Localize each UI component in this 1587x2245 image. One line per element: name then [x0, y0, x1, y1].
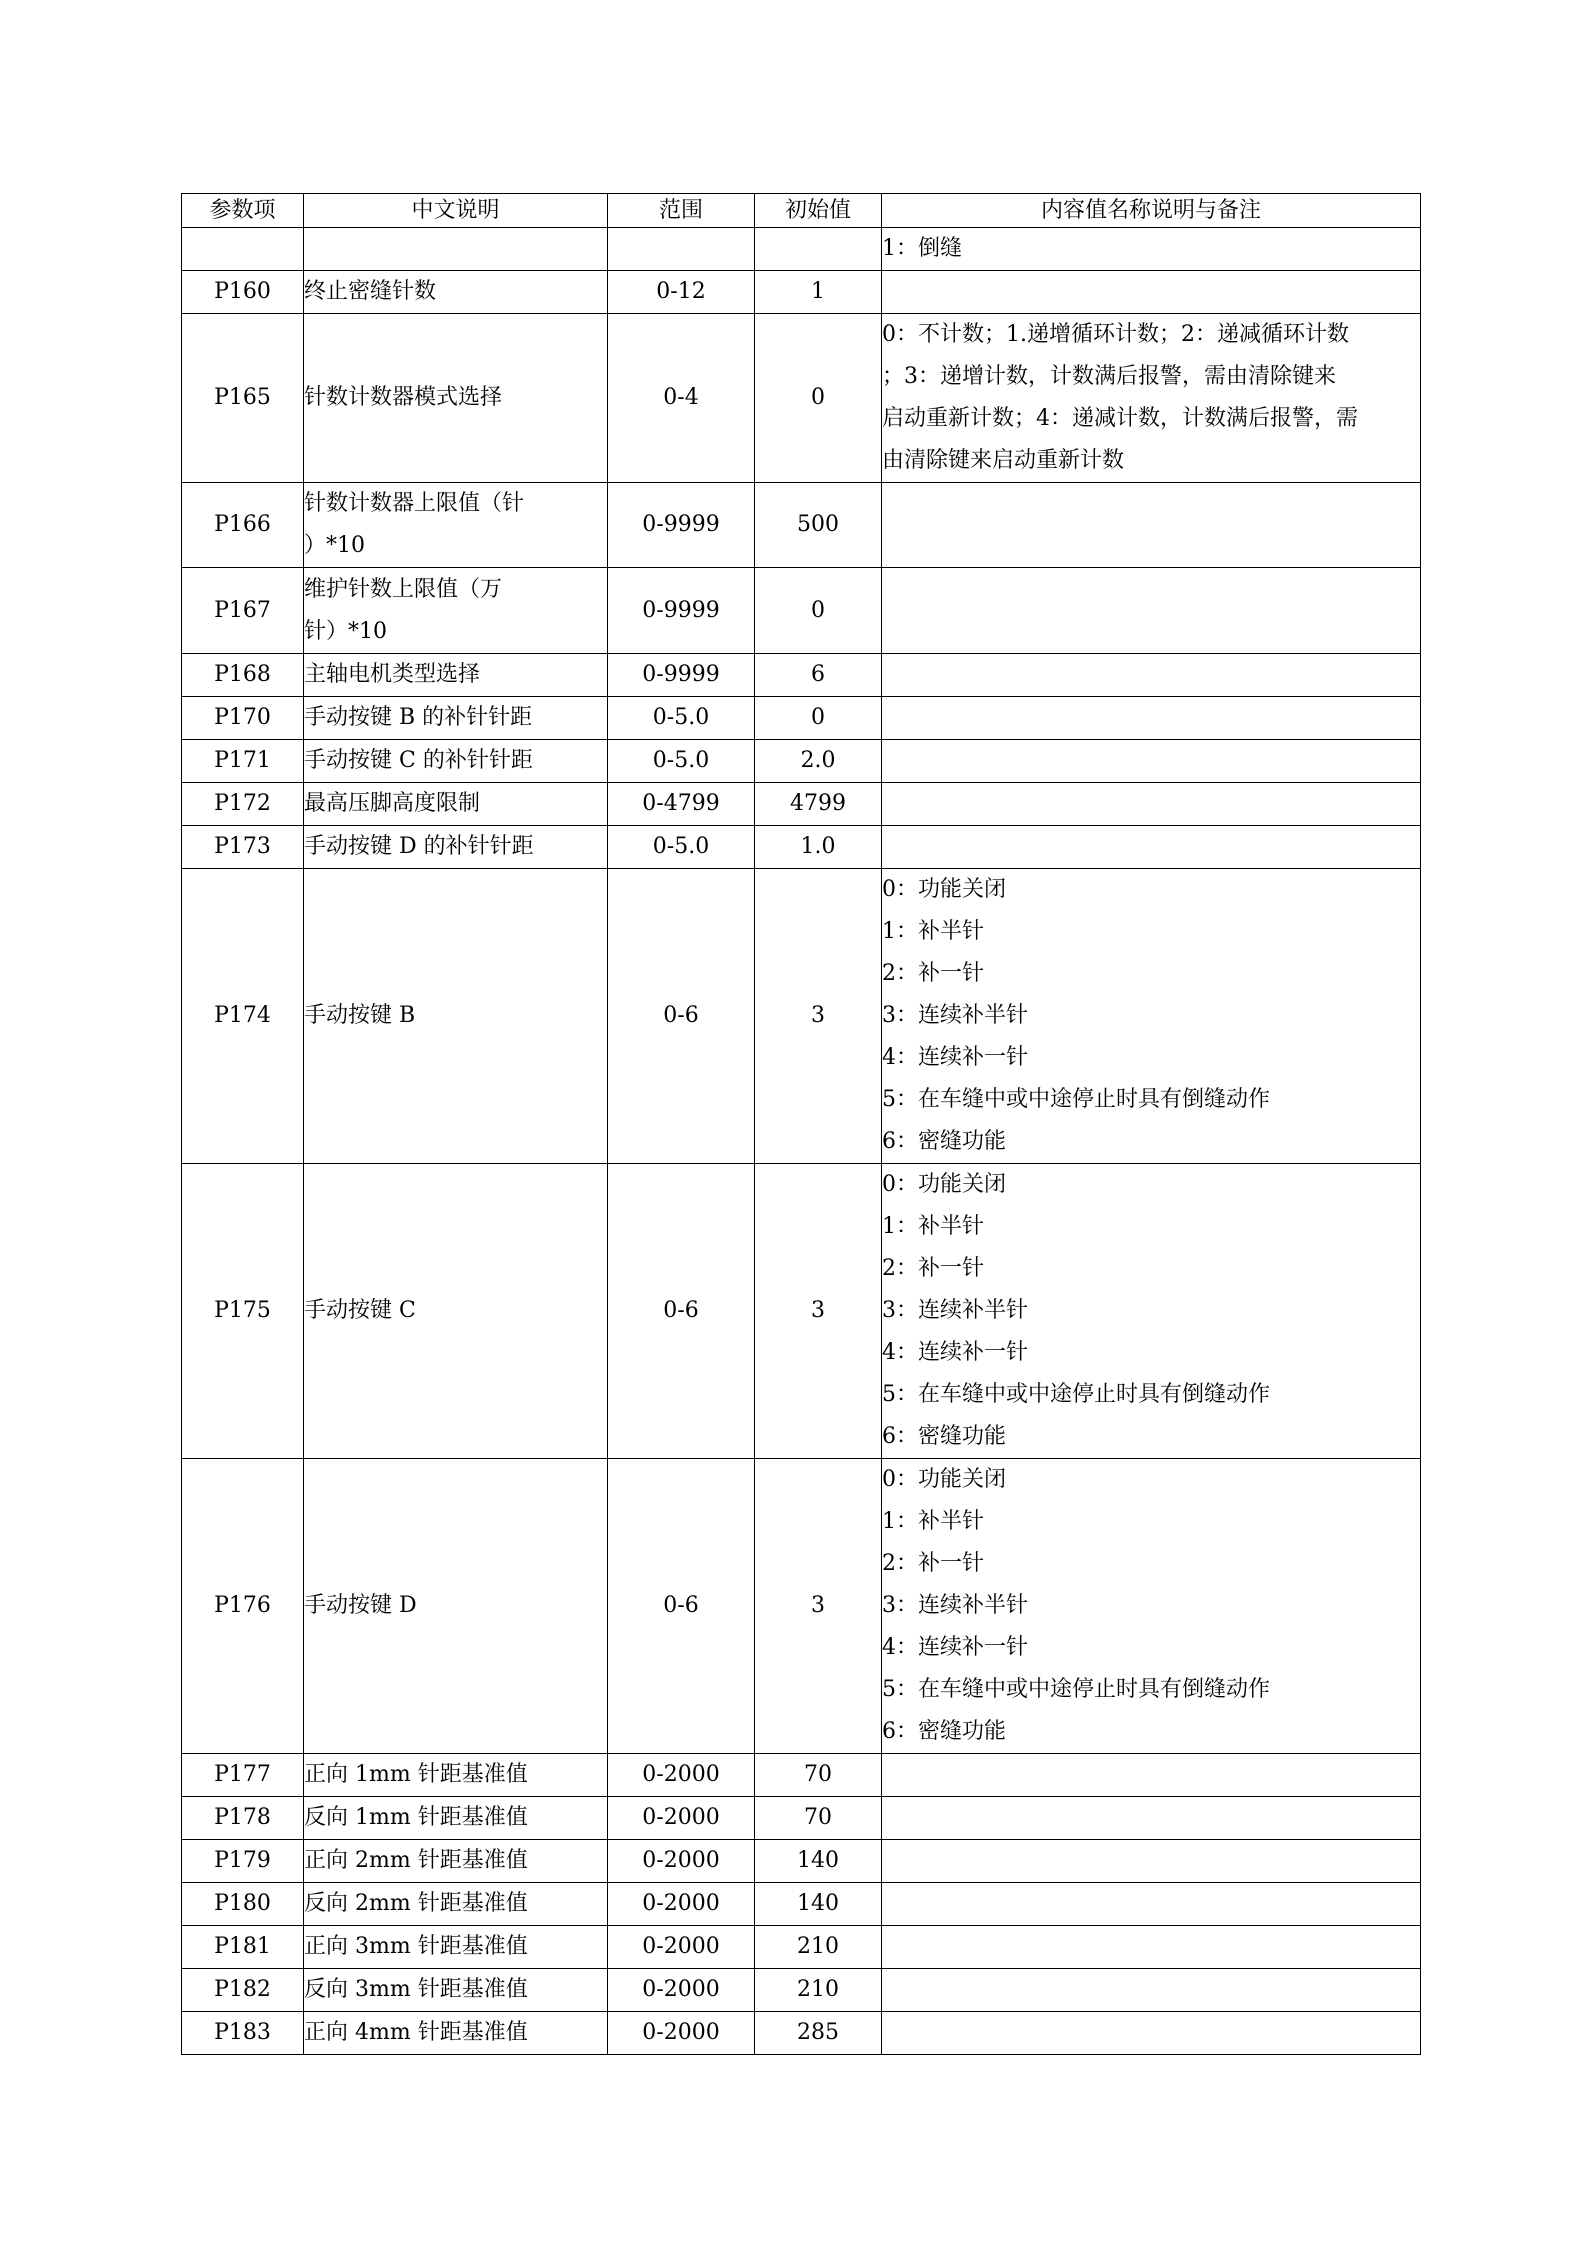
table-header-row	[182, 194, 1421, 228]
param-description-cell: 针数计数器模式选择	[304, 314, 608, 483]
table-row	[182, 2012, 1421, 2055]
param-initial-value-cell: 140	[755, 1840, 882, 1883]
note-line: 由清除键来启动重新计数	[882, 448, 1125, 473]
param-id-cell: P165	[182, 314, 304, 483]
note-line: 1：补半针	[882, 1509, 984, 1534]
table-row	[182, 1797, 1421, 1840]
param-notes-cell	[882, 271, 1421, 314]
param-id-cell: P172	[182, 783, 304, 826]
param-initial-value-cell: 3	[755, 869, 882, 1164]
table-row	[182, 783, 1421, 826]
param-id-cell: P178	[182, 1797, 304, 1840]
note-line: 5：在车缝中或中途停止时具有倒缝动作	[882, 1087, 1270, 1112]
param-initial-value-cell: 210	[755, 1969, 882, 2012]
param-description-cell: 手动按键 D	[304, 1459, 608, 1754]
param-range-cell	[608, 228, 755, 271]
note-line: 5：在车缝中或中途停止时具有倒缝动作	[882, 1677, 1270, 1702]
param-notes-cell	[882, 1754, 1421, 1797]
param-range-cell: 0-5.0	[608, 697, 755, 740]
param-id-cell: P180	[182, 1883, 304, 1926]
param-description-cell: 主轴电机类型选择	[304, 654, 608, 697]
param-notes-cell	[882, 228, 1421, 271]
param-id-cell: P182	[182, 1969, 304, 2012]
description-line: 针）*10	[304, 618, 387, 644]
param-description-cell: 反向 2mm 针距基准值	[304, 1883, 608, 1926]
param-range-cell: 0-6	[608, 1459, 755, 1754]
param-notes-cell	[882, 1797, 1421, 1840]
param-description-cell: 手动按键 C 的补针针距	[304, 740, 608, 783]
param-description-cell	[304, 483, 608, 568]
param-initial-value-cell: 0	[755, 697, 882, 740]
param-initial-value-cell: 70	[755, 1754, 882, 1797]
param-range-cell: 0-9999	[608, 568, 755, 654]
param-initial-value-cell: 140	[755, 1883, 882, 1926]
param-range-cell: 0-4799	[608, 783, 755, 826]
description-line: 针数计数器上限值（针	[304, 491, 525, 516]
param-range-cell: 0-5.0	[608, 826, 755, 869]
param-initial-value-cell: 210	[755, 1926, 882, 1969]
table-row	[182, 228, 1421, 271]
param-description-cell: 手动按键 C	[304, 1164, 608, 1459]
note-line: 6：密缝功能	[882, 1424, 1006, 1449]
param-description-cell: 手动按键 D 的补针针距	[304, 826, 608, 869]
param-id-cell: P168	[182, 654, 304, 697]
param-notes-cell	[882, 483, 1421, 568]
table-row	[182, 869, 1421, 1164]
param-initial-value-cell: 500	[755, 483, 882, 568]
param-range-cell: 0-2000	[608, 1969, 755, 2012]
param-notes-cell	[882, 826, 1421, 869]
param-range-cell: 0-2000	[608, 1797, 755, 1840]
param-description-cell	[304, 568, 608, 654]
note-line: 0：不计数；1.递增循环计数；2：递减循环计数	[882, 322, 1349, 347]
table-row	[182, 314, 1421, 483]
param-id-cell: P181	[182, 1926, 304, 1969]
param-notes-cell	[882, 1969, 1421, 2012]
note-line: 6：密缝功能	[882, 1129, 1006, 1154]
param-description-cell: 反向 1mm 针距基准值	[304, 1797, 608, 1840]
param-id-cell: P183	[182, 2012, 304, 2055]
param-range-cell: 0-2000	[608, 1754, 755, 1797]
param-id-cell: P170	[182, 697, 304, 740]
table-row	[182, 1840, 1421, 1883]
param-initial-value-cell: 1	[755, 271, 882, 314]
note-line: 2：补一针	[882, 1551, 984, 1576]
param-description-cell: 手动按键 B 的补针针距	[304, 697, 608, 740]
table-row	[182, 1459, 1421, 1754]
param-id-cell: P173	[182, 826, 304, 869]
param-description-cell: 最高压脚高度限制	[304, 783, 608, 826]
param-description-cell: 正向 3mm 针距基准值	[304, 1926, 608, 1969]
table-row	[182, 1754, 1421, 1797]
note-line: 6：密缝功能	[882, 1719, 1006, 1744]
note-line: 启动重新计数；4：递减计数，计数满后报警，需	[882, 406, 1358, 431]
note-line: 1：倒缝	[882, 236, 962, 261]
param-description-cell: 正向 1mm 针距基准值	[304, 1754, 608, 1797]
parameter-table	[181, 193, 1421, 2055]
param-initial-value-cell: 285	[755, 2012, 882, 2055]
param-id-cell: P166	[182, 483, 304, 568]
param-initial-value-cell: 3	[755, 1459, 882, 1754]
param-range-cell: 0-9999	[608, 483, 755, 568]
param-range-cell: 0-12	[608, 271, 755, 314]
param-id-cell: P179	[182, 1840, 304, 1883]
table-row	[182, 740, 1421, 783]
param-id-cell	[182, 228, 304, 271]
param-notes-cell	[882, 1840, 1421, 1883]
param-range-cell: 0-6	[608, 869, 755, 1164]
param-range-cell: 0-2000	[608, 1840, 755, 1883]
param-initial-value-cell: 6	[755, 654, 882, 697]
table-row	[182, 568, 1421, 654]
param-notes-cell	[882, 568, 1421, 654]
param-notes-cell	[882, 1459, 1421, 1754]
table-row	[182, 697, 1421, 740]
note-line: 3：连续补半针	[882, 1003, 1028, 1028]
table-row	[182, 1164, 1421, 1459]
param-id-cell: P171	[182, 740, 304, 783]
param-initial-value-cell	[755, 228, 882, 271]
note-line: 4：连续补一针	[882, 1340, 1028, 1365]
table-row	[182, 271, 1421, 314]
note-line: 4：连续补一针	[882, 1045, 1028, 1070]
param-range-cell: 0-2000	[608, 1926, 755, 1969]
param-initial-value-cell: 2.0	[755, 740, 882, 783]
param-description-cell: 手动按键 B	[304, 869, 608, 1164]
param-initial-value-cell: 0	[755, 568, 882, 654]
param-range-cell: 0-4	[608, 314, 755, 483]
header-notes: 内容值名称说明与备注	[882, 194, 1421, 228]
note-line: 3：连续补半针	[882, 1298, 1028, 1323]
param-initial-value-cell: 3	[755, 1164, 882, 1459]
param-notes-cell	[882, 314, 1421, 483]
description-line: ）*10	[304, 533, 365, 558]
note-line: 1：补半针	[882, 919, 984, 944]
param-notes-cell	[882, 869, 1421, 1164]
header-description: 中文说明	[304, 194, 608, 228]
param-id-cell: P177	[182, 1754, 304, 1797]
param-id-cell: P176	[182, 1459, 304, 1754]
param-notes-cell	[882, 783, 1421, 826]
note-line: ；3：递增计数，计数满后报警，需由清除键来	[882, 364, 1336, 389]
param-range-cell: 0-9999	[608, 654, 755, 697]
header-initial-value: 初始值	[755, 194, 882, 228]
table-body	[182, 228, 1421, 2055]
table-row	[182, 826, 1421, 869]
param-description-cell	[304, 228, 608, 271]
param-range-cell: 0-5.0	[608, 740, 755, 783]
param-id-cell: P175	[182, 1164, 304, 1459]
note-line: 3：连续补半针	[882, 1593, 1028, 1618]
note-line: 2：补一针	[882, 1256, 984, 1281]
param-id-cell: P167	[182, 568, 304, 654]
param-id-cell: P160	[182, 271, 304, 314]
note-line: 0：功能关闭	[882, 877, 1006, 902]
note-line: 2：补一针	[882, 961, 984, 986]
note-line: 1：补半针	[882, 1214, 984, 1239]
table-row	[182, 1883, 1421, 1926]
note-line: 4：连续补一针	[882, 1635, 1028, 1660]
description-line: 维护针数上限值（万	[304, 576, 503, 602]
param-initial-value-cell: 0	[755, 314, 882, 483]
note-line: 0：功能关闭	[882, 1172, 1006, 1197]
param-initial-value-cell: 1.0	[755, 826, 882, 869]
param-notes-cell	[882, 740, 1421, 783]
param-notes-cell	[882, 1164, 1421, 1459]
table-row	[182, 1926, 1421, 1969]
table-row	[182, 483, 1421, 568]
param-range-cell: 0-2000	[608, 1883, 755, 1926]
table-row	[182, 654, 1421, 697]
header-range: 范围	[608, 194, 755, 228]
note-line: 0：功能关闭	[882, 1467, 1006, 1492]
param-notes-cell	[882, 697, 1421, 740]
param-range-cell: 0-2000	[608, 2012, 755, 2055]
table-row	[182, 1969, 1421, 2012]
param-notes-cell	[882, 1883, 1421, 1926]
param-id-cell: P174	[182, 869, 304, 1164]
param-initial-value-cell: 70	[755, 1797, 882, 1840]
param-notes-cell	[882, 2012, 1421, 2055]
param-initial-value-cell: 4799	[755, 783, 882, 826]
param-description-cell: 终止密缝针数	[304, 271, 608, 314]
param-range-cell: 0-6	[608, 1164, 755, 1459]
param-description-cell: 反向 3mm 针距基准值	[304, 1969, 608, 2012]
param-description-cell: 正向 2mm 针距基准值	[304, 1840, 608, 1883]
param-notes-cell	[882, 654, 1421, 697]
header-param-id: 参数项	[182, 194, 304, 228]
param-description-cell: 正向 4mm 针距基准值	[304, 2012, 608, 2055]
param-notes-cell	[882, 1926, 1421, 1969]
note-line: 5：在车缝中或中途停止时具有倒缝动作	[882, 1382, 1270, 1407]
